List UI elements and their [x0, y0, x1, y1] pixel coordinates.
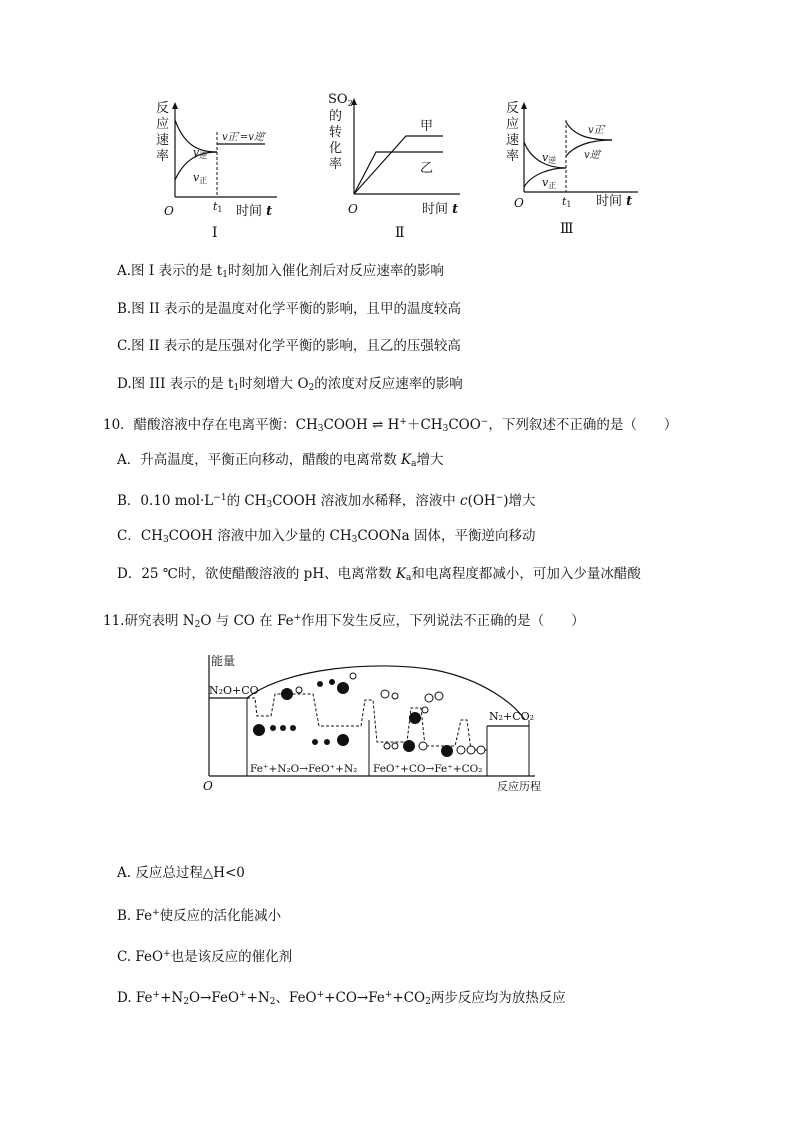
g3-ylabel-1: 反: [506, 101, 520, 116]
g1-ylabel-3: 速: [156, 133, 170, 148]
q10-option-c: C．CH3COOH 溶液中加入少量的 CH3COONa 固体，平衡逆向移动: [117, 528, 536, 545]
graph-1: [150, 92, 280, 242]
energy-end: N₂+CO₂: [489, 710, 535, 723]
g1-t1: t1: [213, 200, 223, 214]
g3-ylabel-4: 率: [506, 149, 520, 164]
energy-ylabel: 能量: [211, 654, 236, 668]
energy-origin: O: [203, 779, 213, 793]
g3-v-reverse-new: v逆′: [584, 150, 602, 161]
g1-origin: O: [164, 204, 174, 218]
g3-t1: t1: [562, 195, 572, 209]
g2-ylabel-so2: $SO_2$: [328, 92, 353, 108]
graph-2: [325, 88, 465, 242]
g2-ylabel-4: 率: [329, 157, 343, 172]
g1-ylabel-1: 反: [156, 101, 170, 116]
q11-option-b: B. Fe+使反应的活化能减小: [117, 908, 282, 924]
g2-jia: 甲: [420, 119, 434, 134]
g3-v-forward-new: v正′: [588, 125, 606, 136]
g3-ylabel-2: 应: [506, 117, 520, 132]
g3-xlabel: 时间 t: [596, 194, 633, 209]
energy-start: N₂O+CO: [209, 684, 259, 697]
g2-ylabel-1: 的: [329, 109, 343, 124]
graph-3: [500, 92, 645, 242]
g2-yi: 乙: [420, 161, 434, 176]
q10-option-d: D．25 ℃时，欲使醋酸溶液的 pH、电离常数 Ka和电离程度都减小，可加入少量冰醋酸: [117, 566, 641, 583]
energy-path: [247, 694, 487, 750]
q10-option-b: B．0.10 $mol\cdot L^{-1}$的 CH3COOH 溶液加水稀释，溶液中 c(OH−)增大: [117, 493, 536, 510]
q10-stem: 10．醋酸溶液中存在电离平衡：CH3COOH ⇌ H+＋CH3COO−，下列叙述不正确的是（ ）: [103, 417, 678, 434]
g1-v-forward: v正: [193, 171, 208, 185]
q11-option-d: D. Fe++N2O→FeO++N2、FeO++CO→Fe++CO2两步反应均为放热反应: [117, 990, 566, 1007]
q9-option-d: D.图 III 表示的是 t1时刻增大 O2的浓度对反应速率的影响: [117, 376, 463, 393]
g3-v-reverse: v逆: [542, 151, 557, 165]
g2-ylabel-3: 化: [329, 141, 343, 156]
energy-xlabel: 反应历程: [497, 780, 541, 793]
g1-xlabel: 时间 t: [236, 204, 273, 219]
g3-roman: Ⅲ: [560, 221, 574, 237]
g3-ylabel-3: 速: [506, 133, 520, 148]
g1-ylabel-2: 应: [156, 117, 170, 132]
energy-step1: Fe⁺+N₂O→FeO⁺+N₂: [250, 763, 358, 775]
energy-diagram: [195, 650, 555, 795]
q9-option-b: B.图 II 表示的是温度对化学平衡的影响，且甲的温度较高: [117, 301, 461, 317]
g1-v-reverse: v逆: [193, 146, 208, 160]
g1-roman: Ⅰ: [212, 225, 218, 241]
g2-roman: Ⅱ: [395, 225, 405, 241]
g2-xlabel: 时间 t: [422, 202, 459, 217]
q11-option-c: C. FeO+也是该反应的催化剂: [117, 949, 293, 965]
q11-stem: 11.研究表明 N2O 与 CO 在 Fe+作用下发生反应，下列说法不正确的是（ ）: [103, 613, 585, 630]
g2-ylabel-2: 转: [329, 125, 343, 140]
energy-step2: FeO⁺+CO→Fe⁺+CO₂: [373, 763, 483, 775]
g3-v-forward: v正: [542, 176, 557, 190]
q9-option-a: A.图 I 表示的是 t1时刻加入催化剂后对反应速率的影响: [117, 263, 444, 280]
g1-ylabel-4: 率: [156, 149, 170, 164]
g2-origin: O: [348, 202, 358, 216]
g1-eq-label: v正′=v逆′: [222, 132, 267, 143]
q11-option-a: A. 反应总过程△H<0: [117, 865, 245, 881]
g3-origin: O: [514, 196, 524, 210]
q10-option-a: A．升高温度，平衡正向移动，醋酸的电离常数 Ka增大: [117, 452, 444, 469]
q9-option-c: C.图 II 表示的是压强对化学平衡的影响，且乙的压强较高: [117, 338, 461, 354]
